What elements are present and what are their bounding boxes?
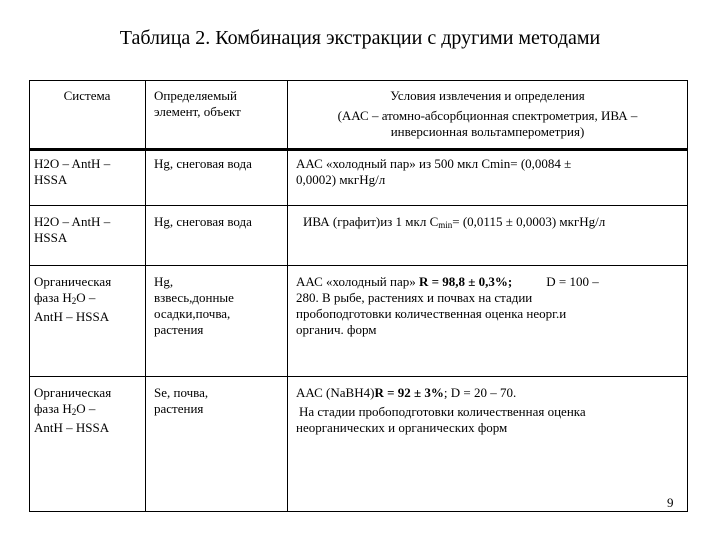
header-conditions: Условия извлечения и определения (ААС – атомно-абсорбционная спектрометрия, ИВА – инверсионная вольтамперометрия) (337, 88, 638, 139)
row-divider (29, 376, 688, 377)
header-system: Система (63, 88, 111, 103)
table-row-3-element: Hg, взвесь,донные осадки,почва, растения (154, 274, 234, 337)
table-row-3-system: Органическая фаза $H_2O$ – AntH – HSSA (34, 274, 112, 324)
table-row-4-system: Органическая фаза $H_2O$ – AntH – HSSA (34, 385, 112, 435)
column-divider (287, 80, 288, 512)
table-row-2-element: Hg, снеговая вода (154, 214, 252, 229)
table-row-1-system: H2O – AntH – HSSA (34, 156, 111, 187)
page-number: 9 (667, 495, 674, 510)
row-divider (29, 205, 688, 206)
header-element: Определяемый элемент, объект (154, 88, 241, 119)
table-row-2-conditions: ИВА (графит)из 1 мкл $C_{min}= (0,0115 \pm 0,0003)$ мкгHg/л (303, 214, 606, 230)
row-divider (29, 265, 688, 266)
table-row-2-system: H2O – AntH – HSSA (34, 214, 111, 245)
page-title: Таблица 2. Комбинация экстракции с другими методами (119, 27, 601, 49)
column-divider (145, 80, 146, 512)
table-row-1-conditions: ААС «холодный пар» из 500 мкл Cmin= (0,0084 ± 0,0002) мкгHg/л (296, 156, 572, 187)
table-row-4-element: Se, почва, растения (154, 385, 209, 416)
header-divider (29, 148, 688, 151)
table-row-1-element: Hg, снеговая вода (154, 156, 252, 171)
table-row-3-conditions: ААС «холодный пар» R = 98,8 ± 0,3%; D = 100 – 280. В рыбе, растениях и почвах на стадии пробоподготовки количественная оценка неорг.и органич. форм (296, 274, 599, 337)
table-row-4-conditions: ААС (NaBH4)R = 92 ± 3%; D = 20 – 70. На стадии пробоподготовки количественная оценка неорганических и органических форм (296, 385, 586, 435)
